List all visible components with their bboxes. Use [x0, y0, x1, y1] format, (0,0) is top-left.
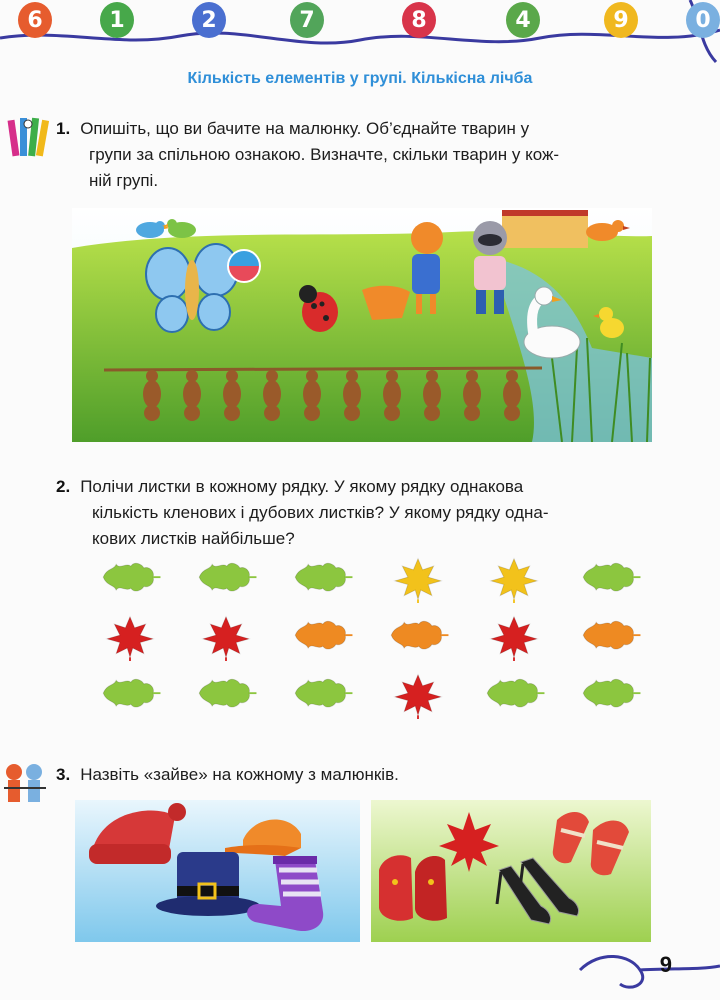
task-number: 1.: [56, 119, 71, 138]
page-title: Кількість елементів у групі. Кількісна лічба: [187, 70, 533, 87]
task-text-line: групи за спільною ознакою. Визначте, скільки тварин у кож-: [89, 145, 560, 164]
kids-characters-icon: [2, 758, 48, 808]
digit-character-icon: 9: [604, 2, 638, 38]
task-2: [56, 474, 666, 552]
oak-leaf-icon: [287, 671, 357, 719]
maple-leaf-icon: [479, 613, 549, 661]
oak-leaf-icon: [575, 613, 645, 661]
task-number: 3.: [56, 765, 71, 784]
task-text-line: кількість кленових і дубових листків? У якому рядку одна-: [92, 503, 549, 522]
oak-leaf-icon: [479, 671, 549, 719]
oak-leaf-icon: [287, 555, 357, 603]
task-1: [56, 116, 656, 194]
oak-leaf-icon: [575, 555, 645, 603]
stick-icon: [104, 368, 542, 370]
oak-leaf-icon: [191, 555, 261, 603]
digit-character-icon: 7: [290, 2, 324, 38]
maple-leaf-icon: [479, 555, 549, 603]
meadow-illustration: [72, 208, 652, 442]
task-text-line: Полічи листки в кожному рядку. У якому рядку однакова: [80, 477, 524, 496]
footwear-picture: [371, 800, 651, 942]
task-number: 2.: [56, 477, 71, 496]
task-text-line: кових листків найбільше?: [92, 529, 295, 548]
digit-character-icon: 8: [402, 2, 436, 38]
task-text-line: ній групі.: [89, 171, 159, 190]
maple-leaf-icon: [383, 671, 453, 719]
pencils-icon: [6, 114, 50, 166]
maple-leaf-icon: [191, 613, 261, 661]
headwear-picture: [75, 800, 360, 942]
leaves-grid: [95, 555, 655, 725]
oak-leaf-icon: [191, 671, 261, 719]
maple-leaf-icon: [383, 555, 453, 603]
digit-character-icon: 2: [192, 2, 226, 38]
digit-character-icon: 6: [18, 2, 52, 38]
maple-leaf-icon: [95, 613, 165, 661]
task-text-line: Опишіть, що ви бачите на малюнку. Об’єднайте тварин у: [80, 119, 530, 138]
page-number: 9: [659, 952, 672, 977]
oak-leaf-icon: [383, 613, 453, 661]
ball-icon: [228, 250, 260, 282]
oak-leaf-icon: [95, 671, 165, 719]
oak-leaf-icon: [287, 613, 357, 661]
task-text-line: Назвіть «зайве» на кожному з малюнків.: [80, 765, 399, 784]
digit-character-icon: 4: [506, 2, 540, 38]
page-corner-decoration: [560, 940, 720, 1000]
oak-leaf-icon: [575, 671, 645, 719]
digit-character-icon: 1: [100, 2, 134, 38]
oak-leaf-icon: [95, 555, 165, 603]
digit-character-icon: 0: [686, 2, 720, 38]
task-3: [56, 762, 656, 788]
